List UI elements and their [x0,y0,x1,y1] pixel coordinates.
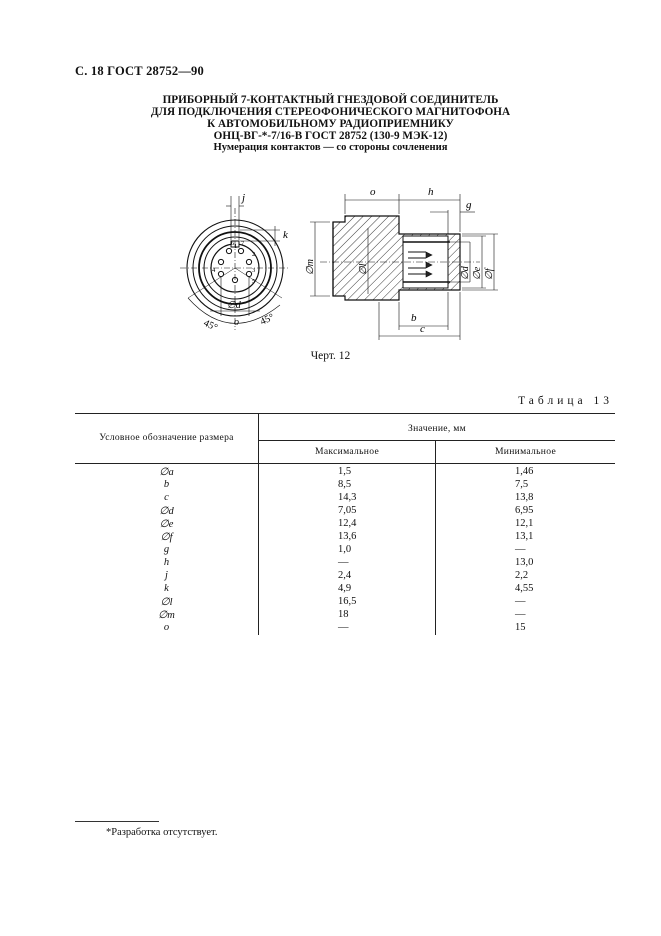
pin-number-7: 7 [241,240,245,247]
row-name: b [163,479,170,490]
dim-label-o-side: o [370,186,376,198]
row-min: 13,8 [515,492,534,503]
pin-number-4: 4 [212,267,216,274]
table-rule-header-bottom [75,463,615,464]
table-row [75,518,615,530]
column-header-max: Максимальное [314,446,380,457]
pin-number-5: 5 [252,278,256,285]
angle-label-right: 45° [258,311,276,328]
row-name: j [165,570,168,581]
row-max: 4,9 [338,583,352,594]
row-max: — [338,622,349,633]
dim-label-h: h [428,186,434,198]
pin-number-6: 6 [231,240,235,247]
row-name: ∅a [159,467,174,478]
row-name: o [163,622,170,633]
table-row [75,544,615,556]
column-header-value: Значение, мм [408,423,466,434]
column-header-min: Минимальное [494,446,557,457]
row-max: 7,05 [338,505,357,516]
pin-number-2: 2 [252,251,256,258]
table-row [75,609,615,621]
dim-label-k: k [283,229,288,241]
row-min: 15 [515,622,526,633]
row-min: 4,55 [515,583,534,594]
row-min: 12,1 [515,518,534,529]
dim-label-b: b [411,312,417,324]
table-row [75,466,615,478]
title-line-2: ДЛЯ ПОДКЛЮЧЕНИЯ СТЕРЕОФОНИЧЕСКОГО МАГНИТОФОНА [150,106,511,118]
row-min: 6,95 [515,505,534,516]
row-max: 13,6 [338,531,357,542]
table-row [75,479,615,491]
connector-drawing [170,180,510,345]
row-name: k [164,583,169,594]
table-row [75,596,615,608]
row-name: c [164,492,169,503]
table-row [75,531,615,543]
row-min: — [515,609,526,620]
row-max: 2,4 [338,570,352,581]
dim-label-d-side: ∅d [460,266,471,280]
row-name: ∅f [160,532,173,543]
table-row [75,505,615,517]
row-name: ∅l [160,597,173,608]
row-max: 18 [338,609,349,620]
footnote: *Разработка отсутствует. [106,827,218,838]
footnote-rule [75,821,159,822]
dim-label-f: ∅f [484,268,495,280]
dim-label-c: c [420,323,425,335]
row-max: 1,0 [338,544,352,555]
row-min: 7,5 [515,479,529,490]
table-row [75,622,615,634]
dim-label-m: ∅m [305,259,316,275]
dim-label-l: ∅l [358,263,369,275]
title-line-4: ОНЦ-ВГ-*-7/16-В ГОСТ 28752 (130-9 МЭК-12) [213,130,448,142]
document-title [0,94,661,154]
figure-caption: Черт. 12 [310,350,351,362]
table-label: Таблица 13 [518,395,613,407]
row-min: — [515,544,526,555]
row-max: 8,5 [338,479,352,490]
pin-number-1: 1 [234,243,238,250]
row-name: ∅m [158,610,175,621]
row-name: ∅e [159,519,174,530]
dim-label-j: j [242,192,246,204]
row-min: 13,1 [515,531,534,542]
dim-label-d-front: ∅d [227,300,241,311]
column-header-name: Условное обозначение размера [99,432,234,443]
table-row [75,570,615,582]
row-max: 12,4 [338,518,357,529]
page-header: С. 18 ГОСТ 28752—90 [75,64,204,78]
pin-number-3: 3 [252,267,256,274]
title-line-1: ПРИБОРНЫЙ 7-КОНТАКТНЫЙ ГНЕЗДОВОЙ СОЕДИНИТЕЛЬ [162,94,499,106]
row-max: 14,3 [338,492,357,503]
angle-label-left: 45° [201,317,220,334]
row-max: 16,5 [338,596,357,607]
row-name: g [163,544,170,555]
row-name: ∅d [159,506,174,517]
row-max: 1,5 [338,466,352,477]
row-min: 13,0 [515,557,534,568]
table-rule-top [75,413,615,414]
row-min: 1,46 [515,466,534,477]
row-name: h [163,557,170,568]
row-min: 2,2 [515,570,529,581]
table-row [75,583,615,595]
title-subtitle: Нумерация контактов — со стороны сочленения [213,142,448,153]
row-min: — [515,596,526,607]
dim-label-g: g [466,199,472,211]
table-row [75,557,615,569]
table-rule-mid [259,440,615,441]
dim-label-e: ∅e [472,266,483,280]
table-row [75,492,615,504]
dim-label-o: o [234,317,239,328]
title-line-3: К АВТОМОБИЛЬНОМУ РАДИОПРИЕМНИКУ [207,118,454,130]
row-max: — [338,557,349,568]
